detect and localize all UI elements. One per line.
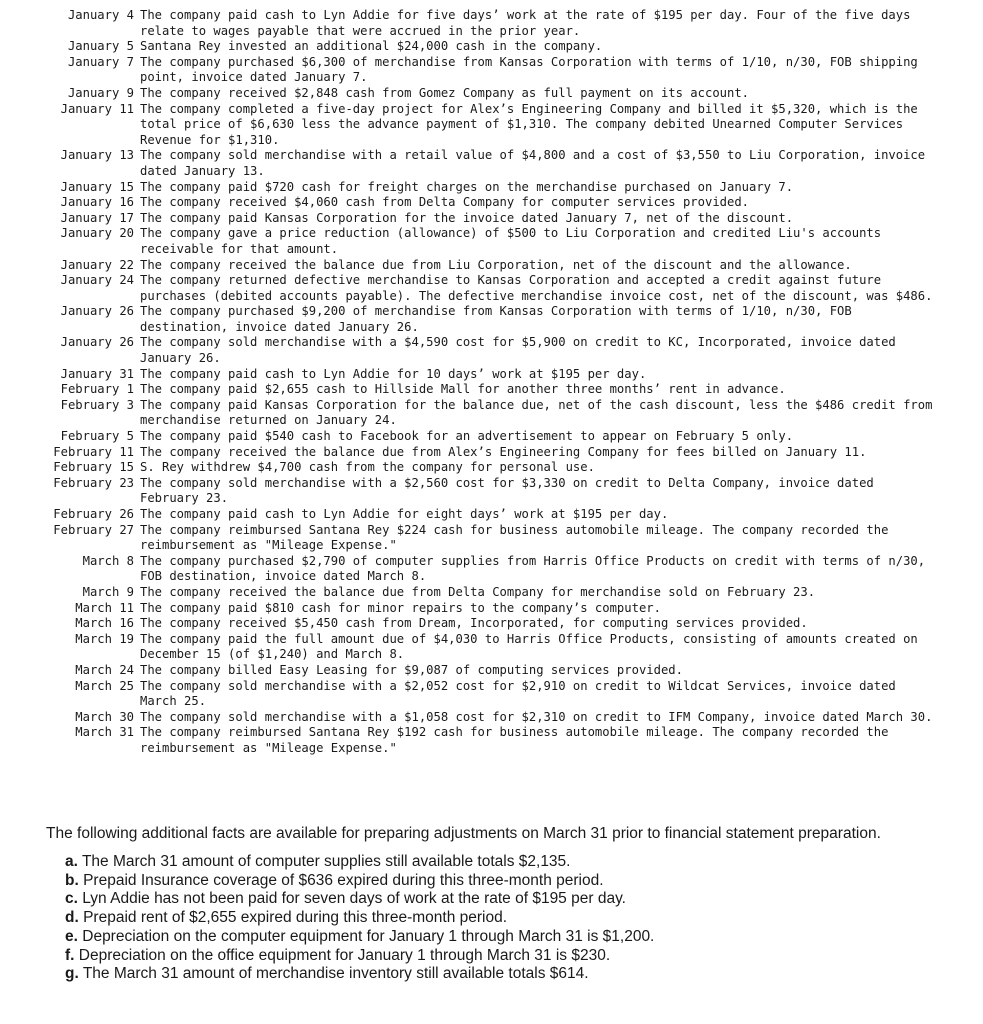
transaction-text: The company received the balance due from Liu Corporation, net of the discount and the allowance.: [140, 257, 852, 272]
transaction-date: March 11: [75, 600, 134, 615]
transaction-date: January 4: [67, 8, 134, 22]
transaction-row: [0, 585, 983, 601]
transaction-date: January 9: [67, 85, 134, 100]
transaction-row: [0, 304, 983, 335]
transaction-text: The company paid Kansas Corporation for the balance due, net of the cash discount, less the $486 credit from merchandise returned on January 24.: [140, 397, 933, 428]
transaction-row: [0, 616, 983, 632]
adjustment-text: Prepaid rent of $2,655 expired during this three-month period.: [83, 909, 508, 927]
transaction-date: February 23: [53, 475, 134, 490]
transaction-row: [0, 195, 983, 211]
transaction-text: The company paid the full amount due of $4,030 to Harris Office Products, consisting of amounts created on December 15 (of $1,240) and March 8.: [140, 631, 918, 662]
transaction-text: The company completed a five-day project for Alex’s Engineering Company and billed it $5,320, which is the total price of $6,630 less the advance payment of $1,310. The company debited Unearned Computer Services Revenue for $1,310.: [140, 101, 918, 147]
transaction-text: The company received the balance due from Delta Company for merchandise sold on February 23.: [140, 584, 816, 599]
transaction-row: [0, 148, 983, 179]
transaction-row: [0, 382, 983, 398]
transaction-text: The company sold merchandise with a $1,058 cost for $2,310 on credit to IFM Company, invoice dated March 30.: [140, 709, 933, 724]
transaction-date: March 16: [75, 616, 134, 631]
transaction-date: March 8: [82, 553, 134, 568]
adjustment-item: [65, 890, 976, 909]
transaction-row: [0, 725, 983, 756]
transaction-text: The company paid cash to Lyn Addie for 10 days’ work at $195 per day.: [140, 366, 647, 381]
transaction-date: February 27: [53, 522, 134, 537]
transaction-row: [0, 226, 983, 257]
transaction-row: [0, 710, 983, 726]
adjustment-text: The March 31 amount of merchandise inventory still available totals $614.: [82, 965, 589, 983]
transaction-date: January 13: [60, 148, 134, 163]
transaction-row: [0, 86, 983, 102]
transaction-date: January 20: [60, 226, 134, 241]
transaction-text: The company reimbursed Santana Rey $224 cash for business automobile mileage. The company recorded the reimbursement as "Mileage Expense.": [140, 522, 889, 553]
transaction-text: The company returned defective merchandise to Kansas Corporation and accepted a credit against future purchases (debited accounts payable). The defective merchandise invoice cost, net of the discount, was $486.: [140, 273, 933, 303]
adjustment-letter: g.: [65, 965, 79, 983]
adjustment-item: [65, 872, 976, 891]
adjustment-item: [65, 909, 976, 928]
adjustment-letter: c.: [65, 890, 78, 908]
transaction-date: February 1: [60, 382, 134, 397]
transaction-date: January 17: [60, 210, 134, 225]
transaction-date: March 19: [75, 631, 134, 646]
transaction-text: The company paid $720 cash for freight charges on the merchandise purchased on January 7.: [140, 179, 794, 194]
transactions-table: [0, 8, 983, 757]
transaction-row: [0, 39, 983, 55]
adjustments-list: [46, 853, 976, 984]
transactions-body: [0, 8, 983, 757]
transaction-date: March 30: [75, 709, 134, 724]
transaction-date: January 5: [67, 39, 134, 54]
transaction-text: The company sold merchandise with a retail value of $4,800 and a cost of $3,550 to Liu Corporation, invoice dated January 13.: [140, 148, 926, 178]
transaction-date: March 24: [75, 662, 134, 677]
adjustment-item: [65, 947, 976, 966]
transaction-row: [0, 211, 983, 227]
transaction-text: The company purchased $9,200 of merchandise from Kansas Corporation with terms of 1/10, n/30, FOB destination, invoice dated January 26.: [140, 304, 852, 334]
adjustment-text: The March 31 amount of computer supplies still available totals $2,135.: [81, 853, 571, 870]
transaction-text: The company paid Kansas Corporation for the invoice dated January 7, net of the discount.: [140, 210, 794, 225]
transaction-text: The company received the balance due from Alex’s Engineering Company for fees billed on January 11.: [140, 444, 867, 459]
transaction-row: [0, 398, 983, 429]
transaction-text: The company paid cash to Lyn Addie for five days’ work at the rate of $195 per day. Four of the five days relate to wages payable that were accrued in the prior year.: [140, 8, 911, 38]
transaction-text: The company received $2,848 cash from Gomez Company as full payment on its account.: [140, 85, 750, 100]
transaction-text: The company gave a price reduction (allowance) of $500 to Liu Corporation and credited Liu's accounts receivable for that amount.: [140, 226, 882, 256]
adjustments-section: [46, 824, 976, 984]
adjustment-letter: a.: [65, 853, 78, 870]
transaction-text: The company sold merchandise with a $2,560 cost for $3,330 on credit to Delta Company, invoice dated February 23.: [140, 475, 874, 506]
transaction-row: [0, 445, 983, 461]
adjustment-item: [65, 928, 976, 947]
adjustment-text: Prepaid Insurance coverage of $636 expired during this three-month period.: [83, 871, 604, 889]
transaction-row: [0, 429, 983, 445]
transaction-row: [0, 367, 983, 383]
transaction-date: February 3: [60, 397, 134, 412]
transaction-row: [0, 8, 983, 39]
adjustment-letter: d.: [65, 909, 79, 927]
transaction-row: [0, 55, 983, 86]
transaction-text: The company sold merchandise with a $2,052 cost for $2,910 on credit to Wildcat Services, invoice dated March 25.: [140, 678, 896, 709]
transaction-date: February 15: [53, 460, 134, 475]
transaction-date: February 26: [53, 507, 134, 521]
transaction-date: March 9: [82, 584, 134, 599]
transaction-row: [0, 335, 983, 366]
transaction-text: The company billed Easy Leasing for $9,087 of computing services provided.: [140, 662, 683, 677]
transaction-text: The company paid $810 cash for minor repairs to the company’s computer.: [140, 600, 661, 615]
transaction-row: [0, 460, 983, 476]
transaction-text: Santana Rey invested an additional $24,000 cash in the company.: [140, 39, 603, 54]
adjustment-text: Depreciation on the office equipment for January 1 through March 31 is $230.: [78, 946, 611, 964]
transaction-row: [0, 507, 983, 523]
adjustment-item: [65, 965, 976, 984]
transaction-row: [0, 102, 983, 149]
transaction-text: S. Rey withdrew $4,700 cash from the company for personal use.: [140, 460, 595, 475]
transaction-row: [0, 523, 983, 554]
adjustment-text: Lyn Addie has not been paid for seven days of work at the rate of $195 per day.: [82, 890, 626, 908]
transaction-text: The company purchased $6,300 of merchandise from Kansas Corporation with terms of 1/10, n/30, FOB shipping point, invoice dated January 7.: [140, 54, 918, 85]
transaction-text: The company reimbursed Santana Rey $192 cash for business automobile mileage. The company recorded the reimbursement as "Mileage Expense.": [140, 725, 889, 755]
adjustment-item: [65, 853, 976, 872]
transaction-row: [0, 663, 983, 679]
transaction-date: January 24: [60, 273, 134, 288]
transaction-date: March 31: [75, 725, 134, 740]
transaction-date: January 7: [67, 54, 134, 69]
transaction-date: February 5: [60, 429, 134, 444]
transaction-text: The company received $5,450 cash from Dream, Incorporated, for computing services provided.: [140, 616, 808, 631]
transaction-row: [0, 601, 983, 617]
adjustments-intro: The following additional facts are available for preparing adjustments on March 31 prior to financial statement preparation.: [46, 825, 881, 842]
transaction-row: [0, 632, 983, 663]
transaction-date: February 11: [53, 444, 134, 459]
adjustment-letter: f.: [65, 946, 75, 964]
transaction-date: January 11: [60, 101, 134, 116]
transaction-row: [0, 180, 983, 196]
transaction-row: [0, 554, 983, 585]
transaction-row: [0, 273, 983, 304]
transaction-text: The company paid cash to Lyn Addie for eight days’ work at $195 per day.: [140, 507, 669, 521]
transaction-text: The company sold merchandise with a $4,590 cost for $5,900 on credit to KC, Incorporated, invoice dated January 26.: [140, 335, 896, 366]
transaction-date: March 25: [75, 678, 134, 693]
transaction-date: January 26: [60, 304, 134, 319]
transaction-date: January 26: [60, 335, 134, 350]
adjustment-letter: e.: [65, 927, 78, 945]
transaction-text: The company purchased $2,790 of computer supplies from Harris Office Products on credit with terms of n/30, FOB destination, invoice dated March 8.: [140, 553, 926, 584]
transaction-row: [0, 258, 983, 274]
transaction-row: [0, 476, 983, 507]
transaction-text: The company paid $2,655 cash to Hillside Mall for another three months’ rent in advance.: [140, 382, 786, 397]
transaction-date: January 16: [60, 195, 134, 210]
transaction-date: January 31: [60, 366, 134, 381]
adjustment-text: Depreciation on the computer equipment for January 1 through March 31 is $1,200.: [82, 927, 655, 945]
transaction-date: January 15: [60, 179, 134, 194]
transaction-date: January 22: [60, 257, 134, 272]
transaction-row: [0, 679, 983, 710]
transaction-text: The company paid $540 cash to Facebook for an advertisement to appear on February 5 only.: [140, 429, 794, 444]
transaction-text: The company received $4,060 cash from Delta Company for computer services provided.: [140, 195, 750, 210]
adjustment-letter: b.: [65, 871, 79, 889]
